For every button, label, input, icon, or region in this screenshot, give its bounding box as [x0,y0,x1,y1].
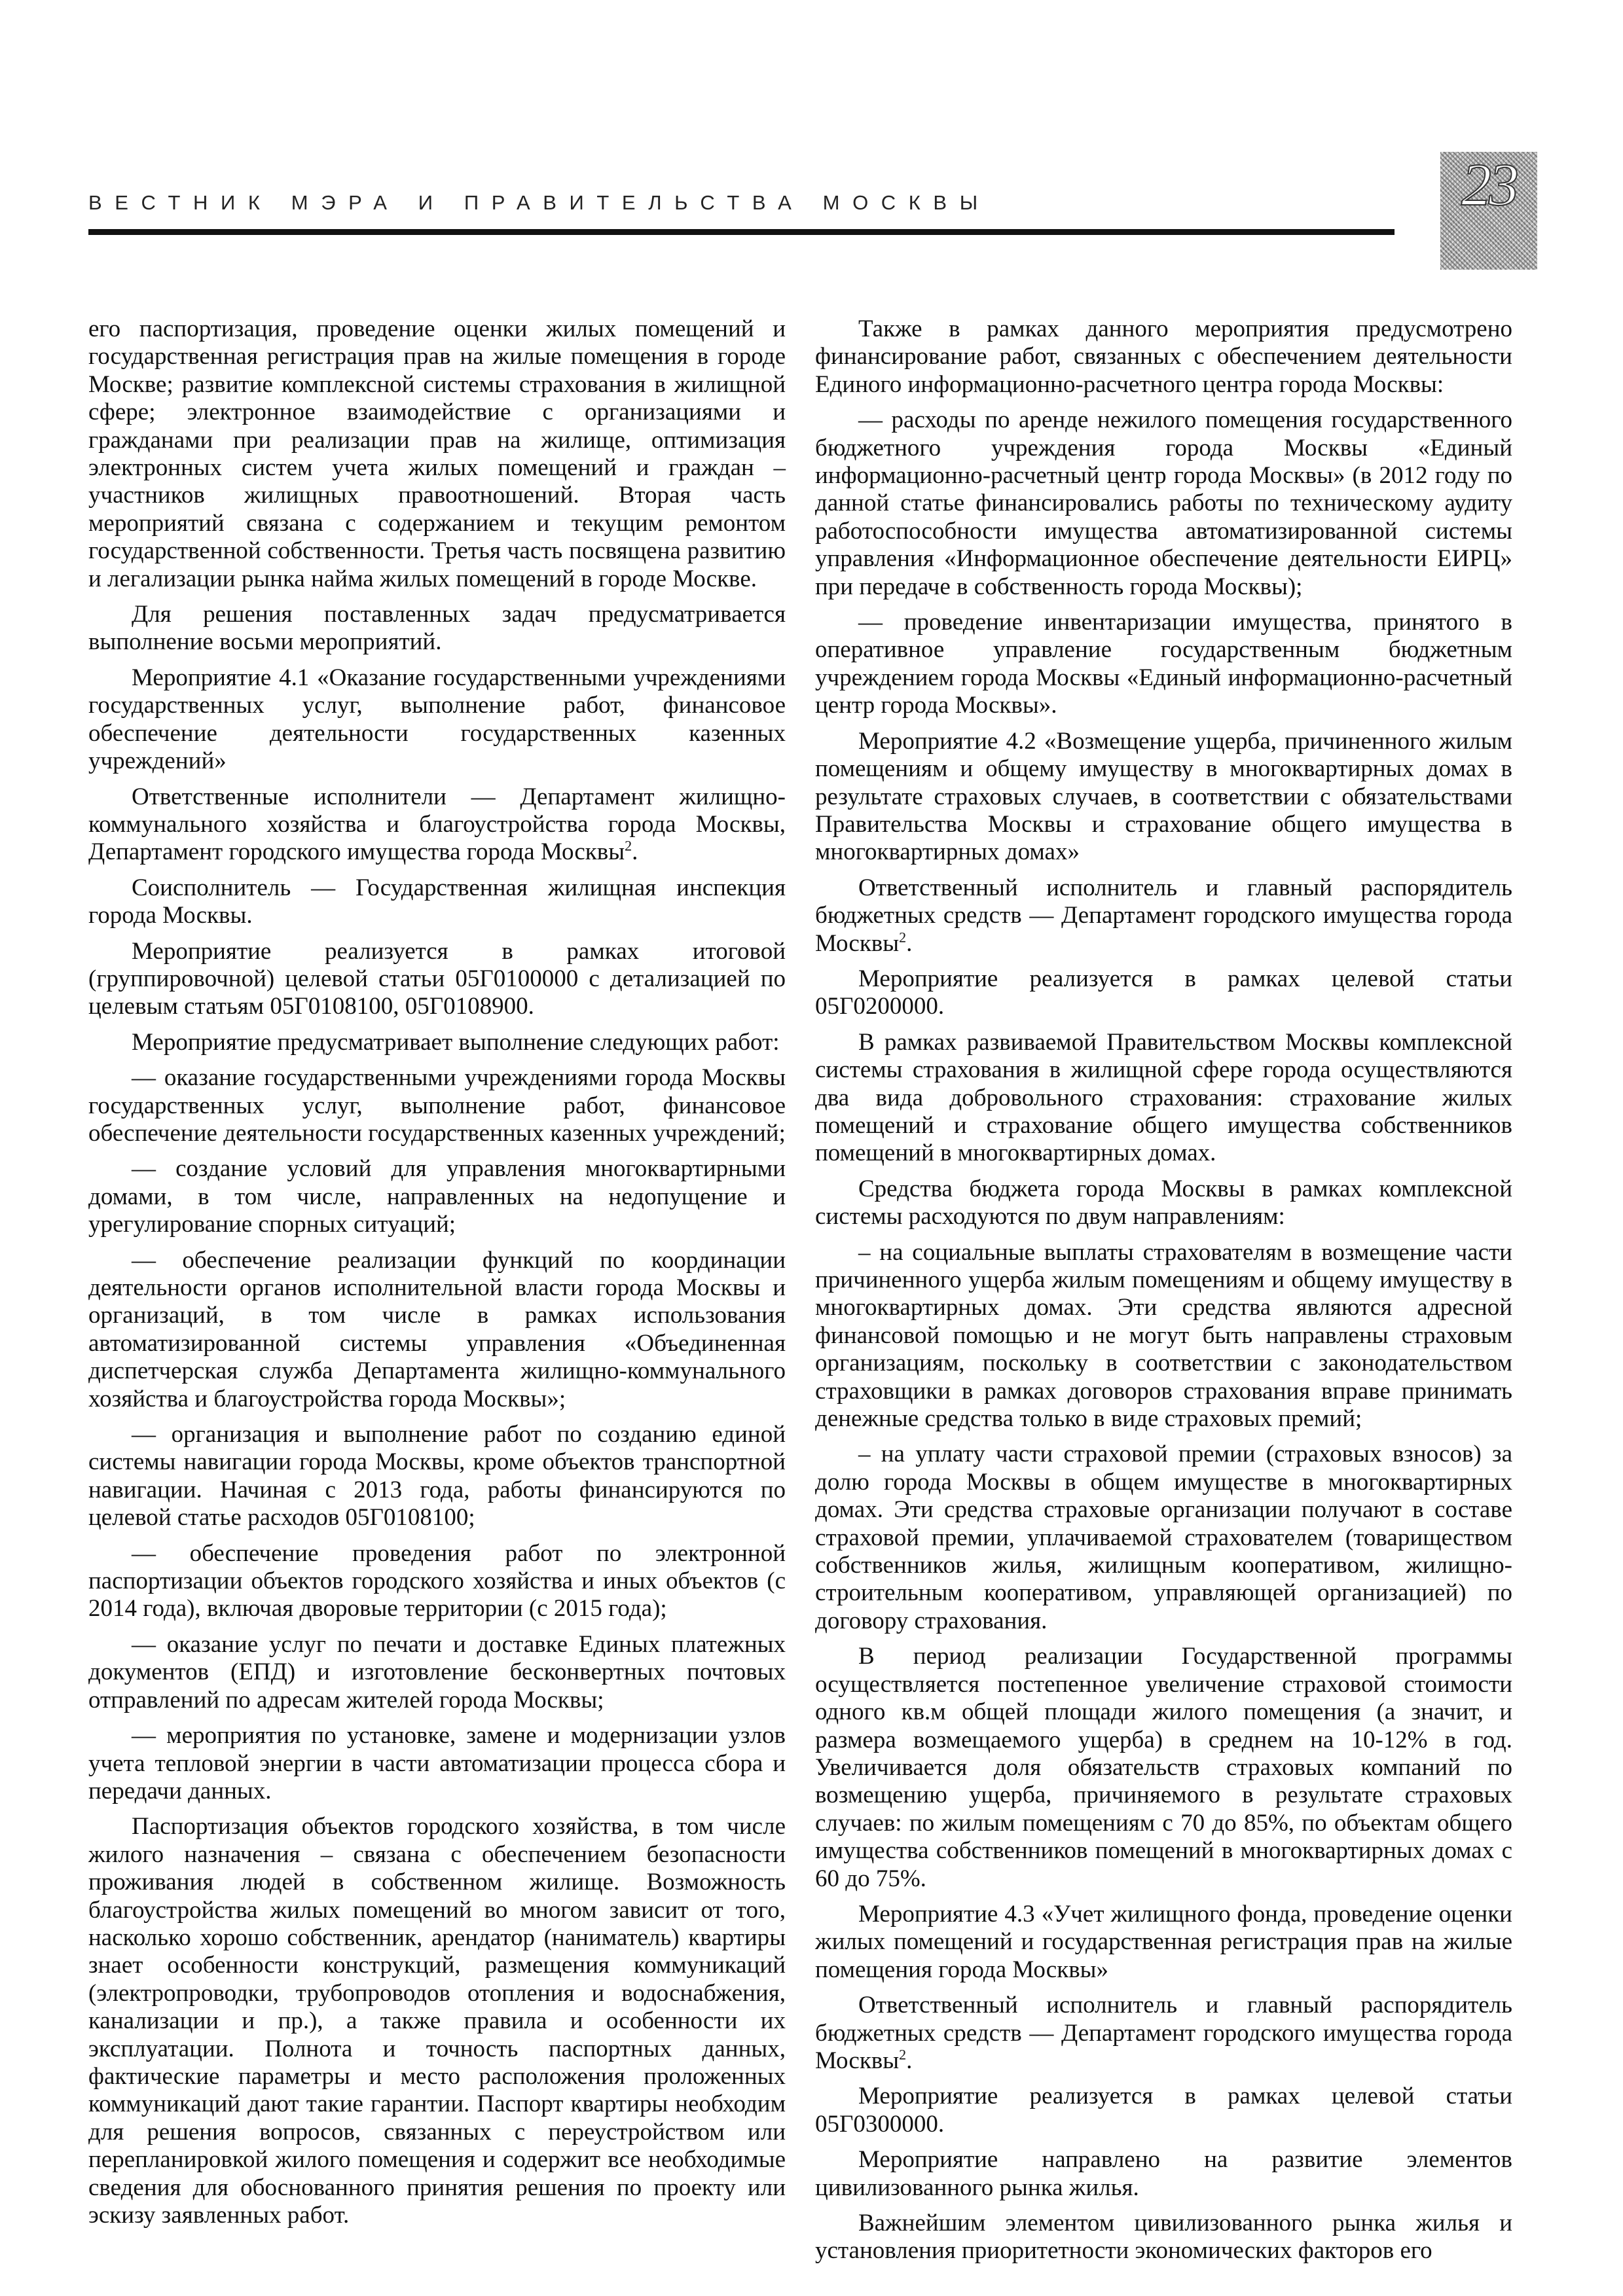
paragraph-end: . [906,2047,913,2074]
left-column [88,315,786,2237]
paragraph: Мероприятие 4.3 «Учет жилищного фонда, проведение оценки жилых помещений и государственная регистрация прав на жилые помещения города Москвы» [815,1900,1512,1983]
paragraph-end: . [632,838,638,866]
paragraph: Мероприятие направлено на развитие элементов цивилизованного рынка жилья. [815,2146,1512,2201]
footnote-ref: 2 [899,929,907,946]
paragraph [88,783,786,867]
list-item: — обеспечение реализации функций по координации деятельности органов исполнительной власти города Москвы и организаций, в том числе в рамках использования автоматизированной системы управления «Объединенная диспетчерская служба Департамента жилищно-коммунального хозяйства и благоустройства города Москвы»; [88,1246,786,1412]
paragraph: В период реализации Государственной программы осуществляется постепенное увеличение страховой стоимости одного кв.м общей площади жилого помещения (а значит, и размера возмещаемого ущерба) в среднем на 10-12% в год. Увеличивается доля обязательств страховых компаний по возмещению ущерба, причиняемого в результате страховых случаев: по жилым помещениям с 70 до 85%, по объектам общего имущества собственников помещений в многоквартирных домах с 60 до 75%. [815,1643,1512,1892]
paragraph: Мероприятие 4.2 «Возмещение ущерба, причиненного жилым помещениям и общему имуществу в многоквартирных домах в результате страховых случаев, в соответствии с обязательствами Правительства Москвы и страхование общего имущества в многоквартирных домах» [815,727,1512,866]
paragraph: его паспортизация, проведение оценки жилых помещений и государственная регистрация прав на жилые помещения в городе Москве; развитие комплексной системы страхования в жилищной сфере; электронное взаимодействие с организациями и гражданами при реализации прав на жилище, оптимизация электронных систем учета жилых помещений и граждан – участников жилищных правоотношений. Вторая часть мероприятий связана с содержанием и текущим ремонтом государственной собственности. Третья часть посвящена развитию и легализации рынка найма жилых помещений в городе Москве. [88,315,786,592]
paragraph-text: Ответственный исполнитель и главный распорядитель бюджетных средств — Департамент городского имущества города Москвы [815,874,1512,957]
list-item: — организация и выполнение работ по созданию единой системы навигации города Москвы, кроме объектов транспортной навигации. Начиная с 2013 года, работы финансируются по целевой статье расходов 05Г0108100; [88,1421,786,1532]
list-item: – на социальные выплаты страхователям в возмещение части причиненного ущерба жилым помещениям и общему имуществу в многоквартирных домах. Эти средства являются адресной финансовой помощью и не могут быть направлены страховым организациям, поскольку в соответствии с законодательством страховщики в рамках договоров страхования вправе принимать денежные средства только в виде страховых премий; [815,1238,1512,1433]
paragraph: Также в рамках данного мероприятия предусмотрено финансирование работ, связанных с обеспечением деятельности Единого информационно-расчетного центра города Москвы: [815,315,1512,398]
paragraph: Мероприятие реализуется в рамках целевой статьи 05Г0300000. [815,2083,1512,2138]
header-rule [88,229,1395,235]
paragraph: Важнейшим элементом цивилизованного рынка жилья и установления приоритетности экономических факторов его [815,2210,1512,2265]
paragraph: Мероприятие реализуется в рамках итоговой (группировочной) целевой статьи 05Г0100000 с детализацией по целевым статьям 05Г0108100, 05Г0108900. [88,937,786,1020]
paragraph: Мероприятие предусматривает выполнение следующих работ: [132,1028,780,1056]
paragraph: В рамках развиваемой Правительством Москвы комплексной системы страхования в жилищной сфере города осуществляются два вида добровольного страхования: страхование жилых помещений и страхование общего имущества собственников помещений в многоквартирных домах. [815,1028,1512,1167]
page-number: 23 [1461,151,1516,218]
footnote-ref: 2 [625,837,632,854]
paragraph: Мероприятие 4.1 «Оказание государственными учреждениями государственных услуг, выполнение работ, финансовое обеспечение деятельности государственных казенных учреждений» [88,664,786,775]
right-column [815,315,1512,2273]
list-item: — мероприятия по установке, замене и модернизации узлов учета тепловой энергии в части автоматизации процесса сбора и передачи данных. [88,1722,786,1804]
list-item: — создание условий для управления многоквартирными домами, в том числе, направленных на недопущение и урегулирование спорных ситуаций; [88,1155,786,1238]
list-item: — оказание государственными учреждениями города Москвы государственных услуг, выполнение работ, финансовое обеспечение деятельности государственных казенных учреждений; [88,1064,786,1147]
list-item: – на уплату части страховой премии (страховых взносов) за долю города Москвы в общем имуществе в многоквартирных домах. Эти средства страховые организации получают в составе страховой премии, уплачиваемой страхователем (товариществом собственников жилья, жилищным кооперативом, жилищно-строительным кооперативом, управляющей организацией) по договору страхования. [815,1441,1512,1634]
paragraph [815,874,1512,958]
footnote-ref: 2 [899,2046,907,2063]
paragraph [815,1992,1512,2075]
paragraph: Для решения поставленных задач предусматривается выполнение восьми мероприятий. [88,601,786,656]
paragraph: Соисполнитель — Государственная жилищная инспекция города Москвы. [88,874,786,929]
paragraph-text: Ответственные исполнители — Департамент жилищно-коммунального хозяйства и благоустройства города Москвы, Департамент городского имущества города Москвы [88,783,786,866]
list-item: — обеспечение проведения работ по электронной паспортизации объектов городского хозяйства и иных объектов (с 2014 года), включая дворовые территории (с 2015 года); [88,1539,786,1623]
list-item: — расходы по аренде нежилого помещения государственного бюджетного учреждения города Москвы «Единый информационно-расчетный центр города Москвы» (в 2012 году по данной статье финансировались работы по техническому аудиту работоспособности имущества автоматизированной системы управления «Информационное обеспечение деятельности ЕИРЦ» при передаче в собственность города Москвы); [815,406,1512,600]
page-number-badge [1440,152,1537,270]
paragraph-end: . [906,929,913,957]
paragraph: Средства бюджета города Москвы в рамках комплексной системы расходуются по двум направлениям: [815,1175,1512,1230]
paragraph: Паспортизация объектов городского хозяйства, в том числе жилого назначения – связана с обеспечением безопасности проживания людей в собственном жилище. Возможность благоустройства жилых помещений во многом зависит от того, насколько хорошо собственник, арендатор (наниматель) квартиры знает особенности конструкций, размещения коммуникаций (электропроводки, трубопроводов отопления и водоснабжения, канализации и пр.), а также правила и особенности их эксплуатации. Полнота и точность паспортных данных, фактические параметры и место расположения проложенных коммуникаций дают такие гарантии. Паспорт квартиры необходим для решения вопросов, связанных с переустройством или перепланировкой жилого помещения и содержит все необходимые сведения для обоснованного принятия решения по проекту или эскизу заявленных работ. [88,1813,786,2229]
paragraph: Мероприятие реализуется в рамках целевой статьи 05Г0200000. [815,965,1512,1020]
paragraph-text: Ответственный исполнитель и главный распорядитель бюджетных средств — Департамент городского имущества города Москвы [815,1992,1512,2074]
list-item: — оказание услуг по печати и доставке Единых платежных документов (ЕПД) и изготовление бесконвертных почтовых отправлений по адресам жителей города Москвы; [88,1630,786,1713]
list-item: — проведение инвентаризации имущества, принятого в оперативное управление государственным бюджетным учреждением города Москвы «Единый информационно-расчетный центр города Москвы». [815,609,1512,719]
journal-title: ВЕСТНИК МЭРА И ПРАВИТЕЛЬСТВА МОСКВЫ [88,191,991,214]
